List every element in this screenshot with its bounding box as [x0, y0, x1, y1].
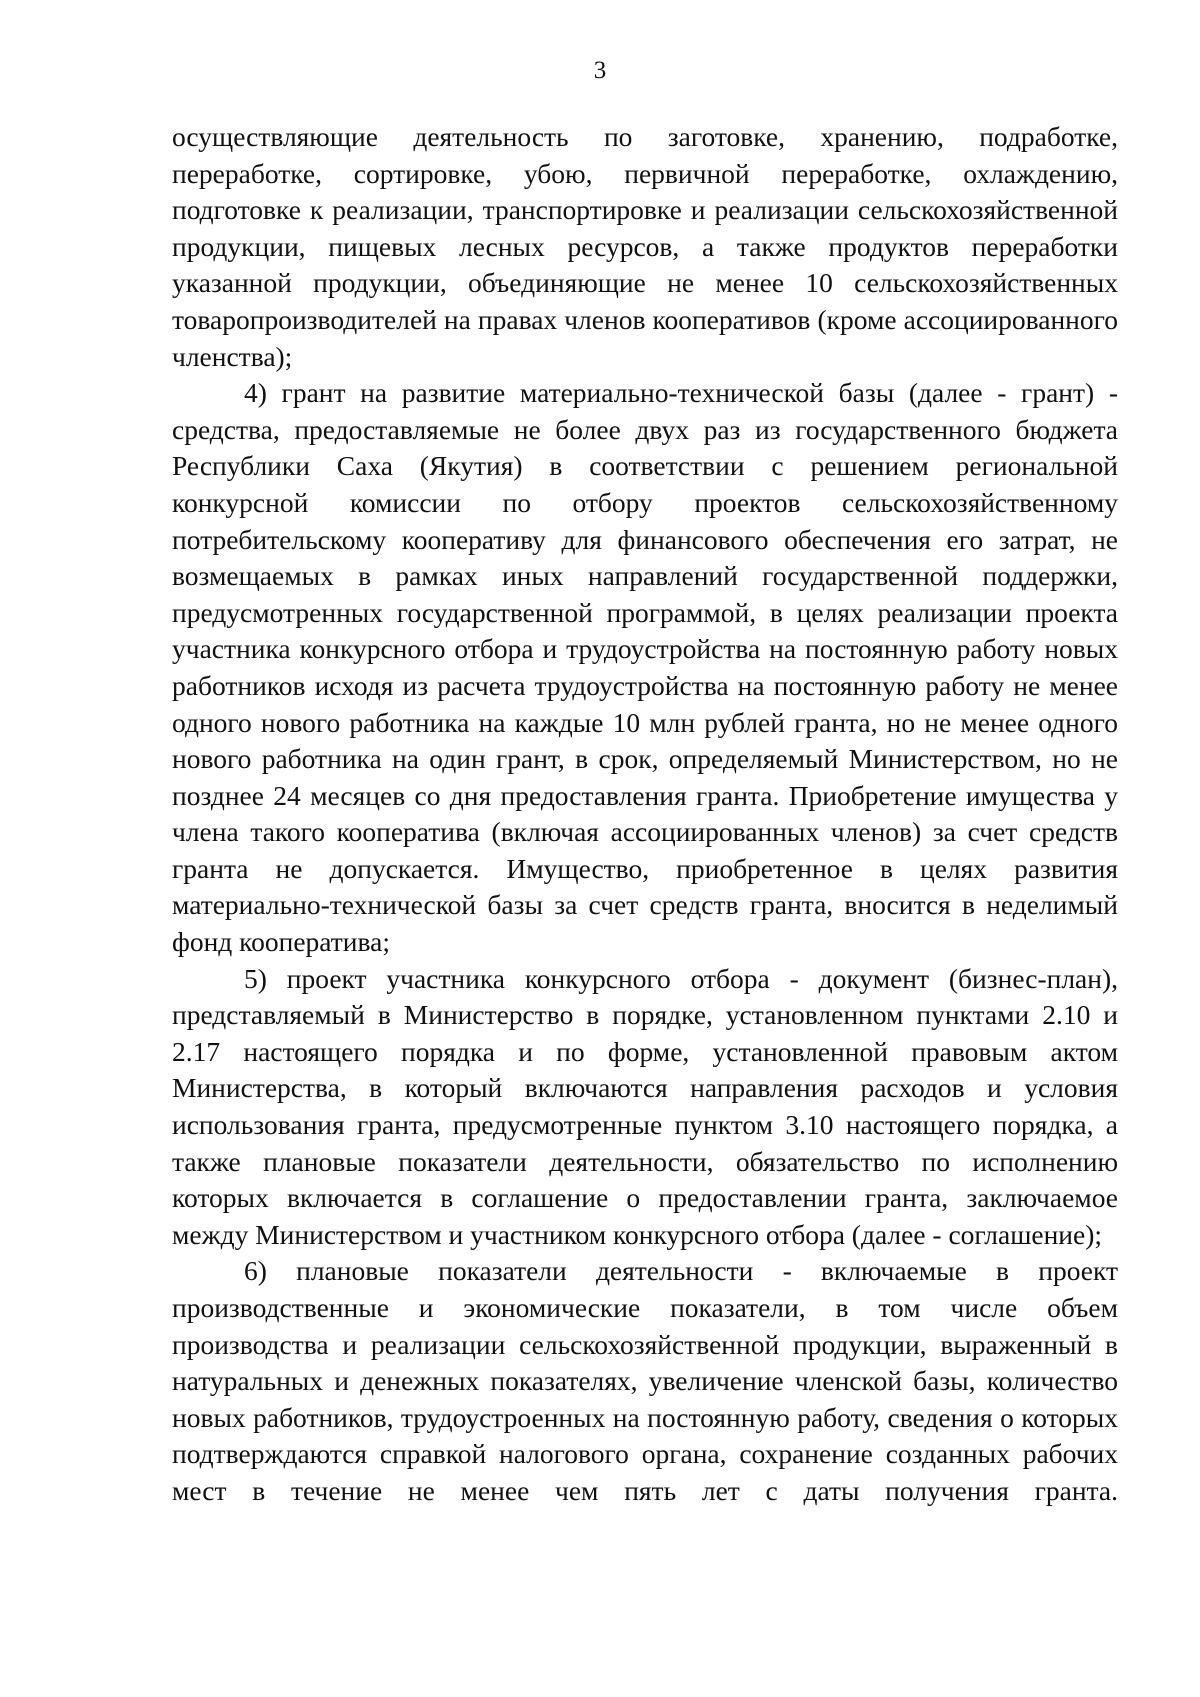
document-body: [172, 119, 1118, 1510]
paragraph-item-4: 4) грант на развитие материально-технической базы (далее - грант) - средства, предоставляемые не более двух раз из государственного бюджета Республики Саха (Якутия) в соответствии с решением региональной конкурсной комиссии по отбору проектов сельскохозяйственному потребительскому кооперативу для финансового обеспечения его затрат, не возмещаемых в рамках иных направлений государственной поддержки, предусмотренных государственной программой, в целях реализации проекта участника конкурсного отбора и трудоустройства на постоянную работу новых работников исходя из расчета трудоустройства на постоянную работу не менее одного нового работника на каждые 10 млн рублей гранта, но не менее одного нового работника на один грант, в срок, определяемый Министерством, но не позднее 24 месяцев со дня предоставления гранта. Приобретение имущества у члена такого кооператива (включая ассоциированных членов) за счет средств гранта не допускается. Имущество, приобретенное в целях развития материально-технической базы за счет средств гранта, вносится в неделимый фонд кооператива;: [172, 377, 1118, 958]
paragraph-continuation: осуществляющие деятельность по заготовке, хранению, подработке, переработке, сортировке, убою, первичной переработке, охлаждению, подготовке к реализации, транспортировке и реализации сельскохозяйственной продукции, пищевых лесных ресурсов, а также продуктов переработки указанной продукции, объединяющие не менее 10 сельскохозяйственных товаропроизводителей на правах членов кооперативов (кроме ассоциированного членства);: [172, 121, 1118, 372]
page-number: 3: [593, 57, 607, 84]
paragraph-item-5: 5) проект участника конкурсного отбора - документ (бизнес-план), представляемый в Министерство в порядке, установленном пунктами 2.10 и 2.17 настоящего порядка и по форме, установленной правовым актом Министерства, в который включаются направления расходов и условия использования гранта, предусмотренные пунктом 3.10 настоящего порядка, а также плановые показатели деятельности, обязательство по исполнению которых включается в соглашение о предоставлении гранта, заключаемое между Министерством и участником конкурсного отбора (далее - соглашение);: [172, 962, 1118, 1250]
paragraph-item-6: 6) плановые показатели деятельности - включаемые в проект производственные и экономические показатели, в том числе объем производства и реализации сельскохозяйственной продукции, выраженный в натуральных и денежных показателях, увеличение членской базы, количество новых работников, трудоустроенных на постоянную работу, сведения о которых подтверждаются справкой налогового органа, сохранение созданных рабочих мест в течение не менее чем пять лет с даты получения гранта.: [172, 1255, 1118, 1506]
